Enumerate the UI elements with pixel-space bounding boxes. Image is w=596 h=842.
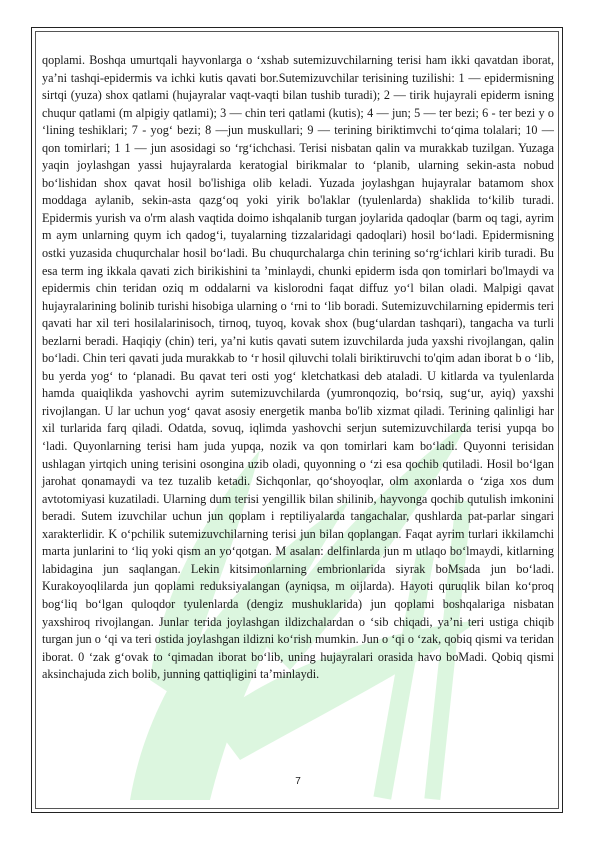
body-paragraph: qoplami. Boshqa umurtqali hayvonlarga o ‘xshab sutemizuvchilarning terisi ham ikki qavatdan iborat, ya’ni tashqi-epidermis va ichki kutis qavati bor.Sutemizuvchilar terisining tuzilishi: 1 — epidermisning sirtqi (yuza) shox qatlami (hujayralar vaqt-vaqti bilan tushib turadi); 2 — tirik hujayrali epiderm isning chuqur qatlami (m alpigiy qatlami); 3 — chin teri qatlami (kutis); 4 — jun; 5 — ter bezi; 6 - ter bezi y o ‘lining teshiklari; 7 - yog‘ bezi; 8 —jun muskullari; 9 — terining biriktimvchi to‘qima tolalari; 10 — qon tomirlari; 1 1 — jun asosidagi so ‘rg‘ichchasi. Terisi nisbatan qalin va murakkab tuzilgan. Yuzaga yaqin joylashgan yassi hujayralarda keratogial birikmalar to ‘planib, ularning sekin-asta nobud bo‘lishidan shox qavat hosil bo'lishiga olib keladi. Yuzada joylashgan hujayralar batamom shox moddaga aylanib, sekin-asta qazg‘oq yoki yirik bo'laklar (tyulenlarda) shaklida to‘kilib turadi. Epidermis yurish va o'rm alash vaqtida doimo ishqalanib turgan joylarida qadoqlar (barm oq tagi, ayrim m aym unlarning quym ich qadog‘i, tuyalarning tizzalaridagi qadoqlari) hosil bo‘ladi. Epidermisning ostki yuzasida chuqurchalar hosil bo‘ladi. Bu chuqurchalarga chin terining so‘rg‘ichlari kirib turadi. Bu esa term ing ikkala qavati zich birikishini ta ’minlaydi, chunki epiderm isda qon tomirlari bo'lmaydi va epidermis chin teridan oziq m oddalarni va kislorodni faqat diffuz yo‘l bilan oladi. Malpigi qavat hujayralarining bolinib turishi hisobiga ularning o ‘rni to ‘lib boradi. Sutemizuvchilarning epidermis teri qavati har xil teri hosilalarinisoch, tirnoq, tuyoq, kovak shox (bug‘ulardan tashqari), tangacha va turli bezlarni beradi. Haqiqiy (chin) teri, ya’ni kutis qavati sutem izuvchilarda juda yaxshi rivojlangan, qalin bo‘ladi. Chin teri qavati juda murakkab to ‘r hosil qiluvchi tolali biriktiruvchi to'qim adan iborat b o ‘lib, bu yerda yog‘ to ‘planadi. Bu qavat teri osti yog‘ kletchatkasi deb ataladi. U kitlarda va tyulenlarda hamda quaiqlikda yashovchi ayrim sutemizuvchilarda (yumronqoziq, bo‘rsiq, sug‘ur, ayiq) yaxshi rivojlangan. U lar uchun yog‘ qavat asosiy energetik manba bo'lib xizmat qiladi. Terining qalinligi har xil turlarida farq qiladi. Odatda, sovuq, iqlimda yashovchi serjun sutemizuvchilarda terisi yupqa bo ‘ladi. Quyonlarning terisi ham juda yupqa, nozik va qon tomirlari kam bo‘ladi. Quyonni terisidan ushlagan yirtqich uning terisini osongina uzib oladi, quyonning o ‘zi esa qochib qutiladi. Hosil bo‘lgan jarohat qonamaydi va tez tuzalib ketadi. Sichqonlar, qo‘shoyoqlar, olm axonlarda o ‘ziga xos dum avtotomiyasi kuzatiladi. Ularning dum terisi yengillik bilan shilinib, hayvonga qochib qutulish imkonini beradi. Sutem izuvchilar uchun jun qoplam i reptiliyalarda tangachalar, qushlarda pat-parlar singari xarakterlidir. K o‘pchilik sutemizuvchilarning terisi jun bilan qoplangan. Faqat ayrim turlari ikkilamchi marta junlarini to ‘liq yoki qism an yo‘qotgan. M asalan: delfinlarda jun m utlaqo bo‘lmaydi, kitlarning labidagina jun saqlangan. Lekin kitsimonlarning embrionlarida siyrak boMsada jun bo‘ladi. Kurakoyoqlilarda jun qoplami reduksiyalangan (ayniqsa, m oijlarda). Hayoti quruqlik bilan ko‘proq bog‘liq bo‘lgan quloqdor tyulenlarda (dengiz mushuklarida) jun qoplami boshqalariga nisbatan yaxshiroq rivojlangan. Junlar terida joylashgan ildizchalardan o ‘sib chiqadi, ya’ni teri ustiga chiqib turgan jun o ‘qi va teri ostida joylashgan ildizni ko‘rish mumkin. Jun o ‘qi o ‘zak, qobiq qismi va teridan iborat. 0 ‘zak g‘ovak to ‘qimadan iborat bo‘lib, uning hujayralari orasida havo boMadi. Qobiq qismi aksinchajuda zich bolib, junning qattiqligini ta’minlaydi.	[42, 53, 554, 682]
page-number: 7	[295, 776, 301, 787]
